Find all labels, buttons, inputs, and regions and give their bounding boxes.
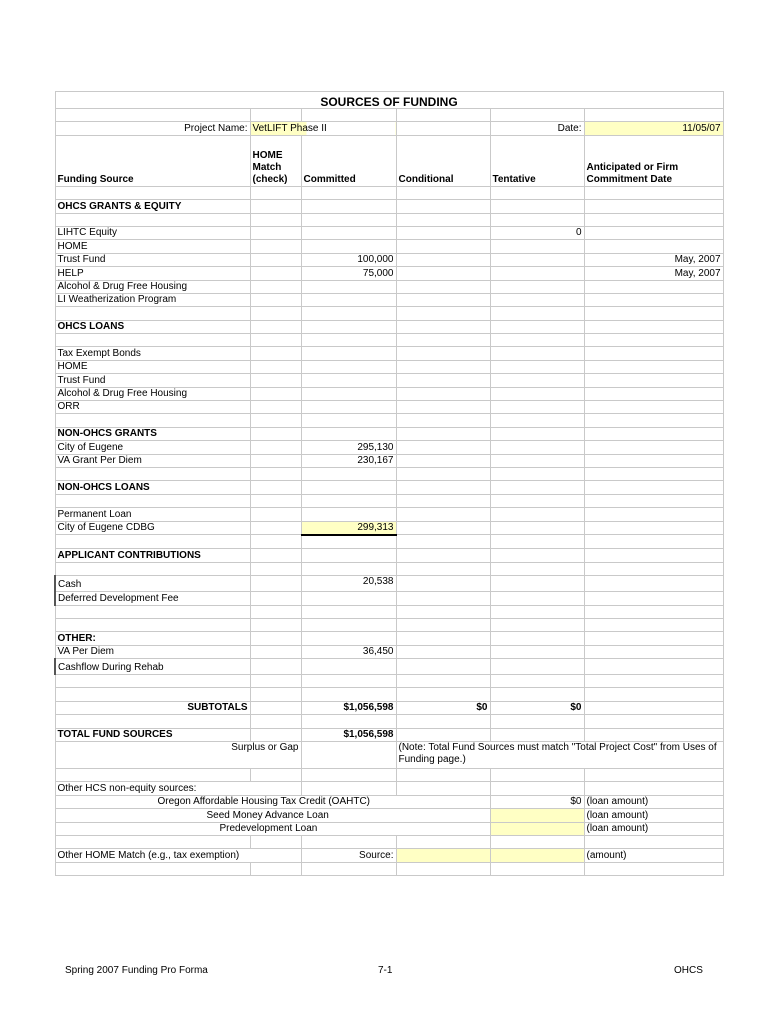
header-home-match: HOME Match (check)	[250, 135, 301, 186]
section-non-ohcs-grants: NON-OHCS GRANTS	[55, 427, 250, 440]
total-committed: $1,056,598	[301, 728, 396, 741]
header-tentative: Tentative	[490, 135, 584, 186]
subtotal-tentative: $0	[490, 701, 584, 714]
amount-unit: (amount)	[584, 849, 723, 862]
row-label: HOME	[55, 360, 250, 373]
seed-money-input[interactable]	[490, 809, 584, 822]
subtotal-conditional: $0	[396, 701, 490, 714]
date-cell[interactable]: May, 2007	[584, 267, 723, 280]
row-label: LIHTC Equity	[55, 226, 250, 239]
committed-cell[interactable]: 100,000	[301, 253, 396, 266]
committed-cell[interactable]: 230,167	[301, 454, 396, 467]
date-label: Date:	[490, 122, 584, 135]
committed-cell[interactable]	[301, 226, 396, 239]
tentative-cell[interactable]	[490, 267, 584, 280]
table-row	[55, 576, 723, 592]
row-label: VA Grant Per Diem	[55, 454, 250, 467]
header-conditional: Conditional	[396, 135, 490, 186]
predevelopment-unit: (loan amount)	[584, 822, 723, 835]
date-cell[interactable]	[584, 240, 723, 253]
other-home-match-label: Other HOME Match (e.g., tax exemption)	[55, 849, 301, 862]
table-row	[55, 401, 723, 414]
table-row	[55, 592, 723, 605]
committed-cell[interactable]	[301, 508, 396, 521]
funding-sources-sheet	[54, 91, 724, 876]
committed-cell[interactable]	[301, 293, 396, 306]
table-row	[55, 645, 723, 658]
row-label: Tax Exempt Bonds	[55, 347, 250, 360]
section-ohcs-grants: OHCS GRANTS & EQUITY	[55, 200, 250, 213]
oahtc-unit: (loan amount)	[584, 795, 723, 808]
table-row	[55, 293, 723, 306]
committed-cell[interactable]: 75,000	[301, 267, 396, 280]
table-row	[55, 240, 723, 253]
tentative-cell[interactable]	[490, 253, 584, 266]
tentative-cell[interactable]: 0	[490, 226, 584, 239]
section-applicant-contributions: APPLICANT CONTRIBUTIONS	[55, 549, 250, 562]
row-label: Permanent Loan	[55, 508, 250, 521]
table-row	[55, 280, 723, 293]
project-name-label: Project Name:	[55, 122, 250, 135]
footer-page-number: 7-1	[378, 965, 393, 976]
tentative-cell[interactable]	[490, 293, 584, 306]
row-label: LI Weatherization Program	[55, 293, 250, 306]
section-non-ohcs-loans: NON-OHCS LOANS	[55, 481, 250, 494]
surplus-gap-value	[301, 742, 396, 769]
committed-cell[interactable]: 299,313	[301, 521, 396, 535]
header-funding-source: Funding Source	[55, 135, 250, 186]
other-hcs-heading: Other HCS non-equity sources:	[55, 782, 301, 795]
section-other: OTHER:	[55, 632, 250, 645]
table-row	[55, 659, 723, 675]
committed-cell[interactable]: 20,538	[301, 576, 396, 592]
table-row	[55, 347, 723, 360]
subtotals-label: SUBTOTALS	[55, 701, 250, 714]
tentative-cell[interactable]	[490, 280, 584, 293]
date-field[interactable]: 11/05/07	[584, 122, 723, 135]
oahtc-label: Oregon Affordable Housing Tax Credit (OAHTC)	[55, 795, 490, 808]
amount-input[interactable]	[490, 849, 584, 862]
table-row	[55, 226, 723, 239]
row-label: Trust Fund	[55, 253, 250, 266]
section-ohcs-loans: OHCS LOANS	[55, 320, 250, 333]
row-label: Deferred Development Fee	[55, 592, 250, 605]
subtotal-committed: $1,056,598	[301, 701, 396, 714]
row-label: Alcohol & Drug Free Housing	[55, 387, 250, 400]
row-label: HELP	[55, 267, 250, 280]
header-anticipated-date: Anticipated or Firm Commitment Date	[584, 135, 723, 186]
oahtc-value[interactable]: $0	[490, 795, 584, 808]
row-label: VA Per Diem	[55, 645, 250, 658]
surplus-gap-label: Surplus or Gap	[55, 742, 301, 769]
date-cell[interactable]: May, 2007	[584, 253, 723, 266]
footer-left: Spring 2007 Funding Pro Forma	[65, 965, 208, 976]
table-row	[55, 387, 723, 400]
row-label: Alcohol & Drug Free Housing	[55, 280, 250, 293]
table-row	[55, 521, 723, 535]
date-cell[interactable]	[584, 293, 723, 306]
table-row	[55, 441, 723, 454]
table-row	[55, 374, 723, 387]
table-row	[55, 508, 723, 521]
committed-cell[interactable]	[301, 280, 396, 293]
row-label: HOME	[55, 240, 250, 253]
footer-right: OHCS	[674, 965, 703, 976]
header-committed: Committed	[301, 135, 396, 186]
source-label: Source:	[301, 849, 396, 862]
table-row	[55, 454, 723, 467]
row-label: City of Eugene CDBG	[55, 521, 250, 535]
date-cell[interactable]	[584, 226, 723, 239]
subtotals-row	[55, 701, 723, 714]
predevelopment-input[interactable]	[490, 822, 584, 835]
committed-cell[interactable]: 36,450	[301, 645, 396, 658]
table-row	[55, 253, 723, 266]
total-label: TOTAL FUND SOURCES	[55, 728, 250, 741]
table-row	[55, 360, 723, 373]
row-label: City of Eugene	[55, 441, 250, 454]
row-label: ORR	[55, 401, 250, 414]
predevelopment-label: Predevelopment Loan	[55, 822, 490, 835]
row-label: Cash	[55, 576, 250, 592]
source-input[interactable]	[396, 849, 490, 862]
row-label: Trust Fund	[55, 374, 250, 387]
date-cell[interactable]	[584, 280, 723, 293]
seed-money-unit: (loan amount)	[584, 809, 723, 822]
table-row	[55, 267, 723, 280]
tentative-cell[interactable]	[490, 240, 584, 253]
row-label: Cashflow During Rehab	[55, 659, 250, 675]
total-note: (Note: Total Fund Sources must match "Total Project Cost" from Uses of Funding page.)	[396, 742, 723, 769]
seed-money-label: Seed Money Advance Loan	[55, 809, 490, 822]
total-row	[55, 728, 723, 741]
committed-cell[interactable]	[301, 240, 396, 253]
page-title: SOURCES OF FUNDING	[55, 92, 723, 109]
project-name-field[interactable]: VetLIFT Phase II	[250, 122, 396, 135]
committed-cell[interactable]: 295,130	[301, 441, 396, 454]
